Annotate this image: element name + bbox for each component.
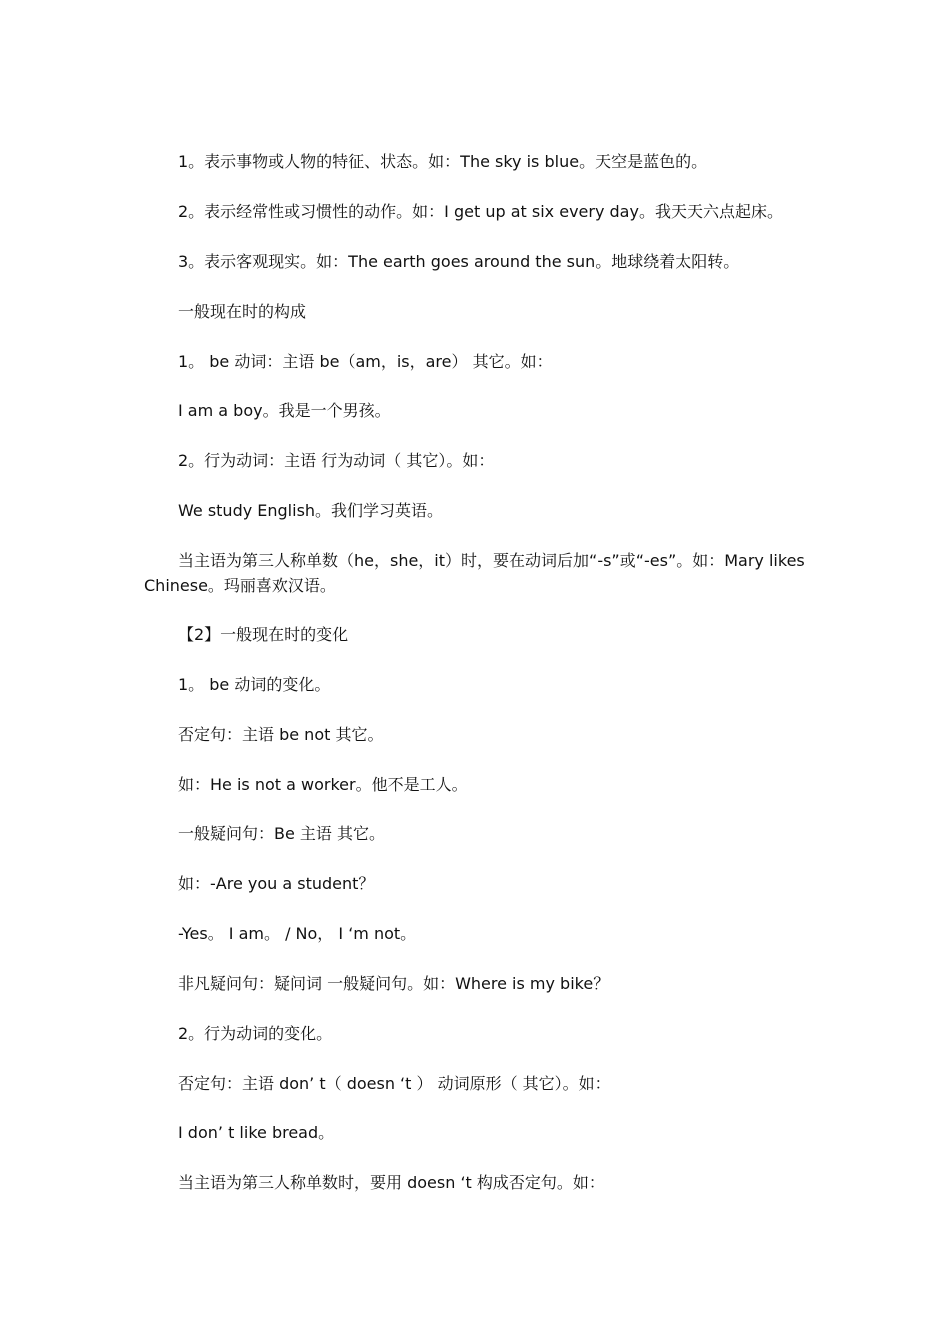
third-person-text: 当主语为第三人称单数（he，she，it）时，要在动词后加“-s”或“-es”。如：Mary likes Chinese。玛丽喜欢汉语。 — [144, 551, 805, 595]
text-line-negative-action: 否定句：主语 don’ t（ doesn ‘t ） 动词原形（ 其它）。如： — [178, 1074, 611, 1093]
example-line-boy: I am a boy。我是一个男孩。 — [178, 401, 391, 420]
text-line-special-question: 非凡疑问句：疑问词 一般疑问句。如：Where is my bike？ — [178, 974, 610, 993]
example-line-answer: -Yes。 I am。 / No， I ‘m not。 — [178, 924, 417, 943]
text-line-doesnt: 当主语为第三人称单数时，要用 doesn ‘t 构成否定句。如： — [178, 1173, 605, 1192]
text-line-be-verb: 1。 be 动词：主语 be（am，is，are） 其它。如： — [178, 352, 553, 371]
text-line-2: 2。表示经常性或习惯性的动作。如：I get up at six every day。我天天六点起床。 — [178, 202, 783, 221]
text-line-action-changes: 2。行为动词的变化。 — [178, 1024, 333, 1043]
section-heading-structure: 一般现在时的构成 — [178, 302, 307, 321]
text-line-1: 1。表示事物或人物的特征、状态。如：The sky is blue。天空是蓝色的。 — [178, 152, 708, 171]
example-line-english: We study English。我们学习英语。 — [178, 501, 444, 520]
section-heading-changes: 【2】一般现在时的变化 — [178, 625, 349, 644]
text-line-action-verb: 2。行为动词：主语 行为动词（ 其它）。如： — [178, 451, 495, 470]
text-line-negative-be: 否定句：主语 be not 其它。 — [178, 725, 384, 744]
example-line-worker: 如：He is not a worker。他不是工人。 — [178, 775, 468, 794]
example-line-student: 如：-Are you a student？ — [178, 874, 375, 893]
text-line-3: 3。表示客观现实。如：The earth goes around the sun。地球绕着太阳转。 — [178, 252, 740, 271]
text-line-question-be: 一般疑问句：Be 主语 其它。 — [178, 824, 385, 843]
text-line-be-changes: 1。 be 动词的变化。 — [178, 675, 331, 694]
example-line-bread: I don’ t like bread。 — [178, 1123, 335, 1142]
third-person-paragraph — [144, 548, 806, 598]
